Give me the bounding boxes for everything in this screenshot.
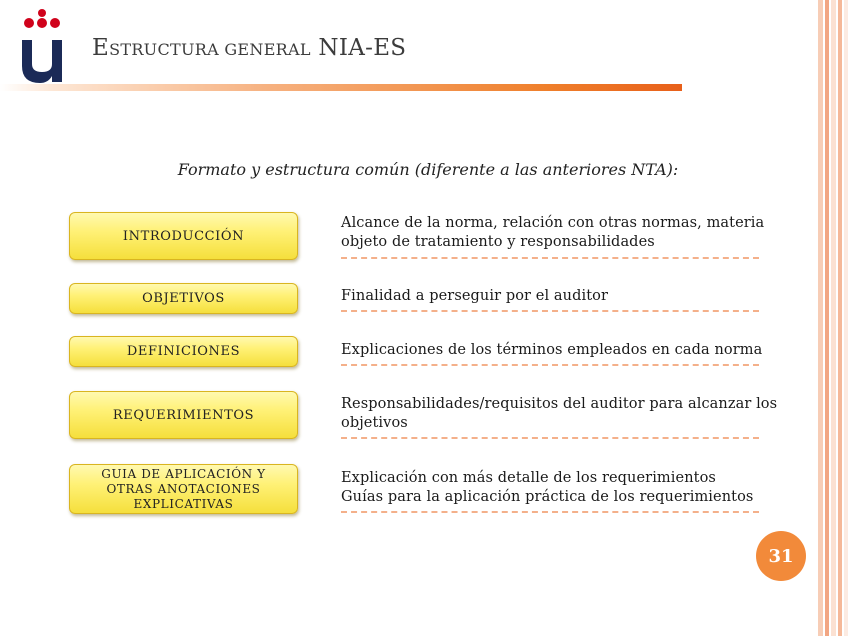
description-line: Alcance de la norma, relación con otras normas, materia	[341, 215, 765, 231]
description-line: Finalidad a perseguir por el auditor	[341, 288, 609, 304]
section-box-introduccion: INTRODUCCIÓN	[69, 212, 298, 260]
page-number-badge: 31	[756, 531, 806, 581]
description-requerimientos	[341, 395, 791, 433]
dashed-divider	[341, 310, 759, 312]
dashed-divider	[341, 257, 759, 259]
dashed-divider	[341, 364, 759, 366]
decor-stripe	[825, 0, 829, 636]
description-line: Guías para la aplicación práctica de los requerimientos	[341, 489, 754, 505]
description-line: Explicación con más detalle de los requerimientos	[341, 470, 716, 486]
university-logo-icon	[18, 8, 66, 84]
decor-stripe	[831, 0, 836, 636]
description-line: objetivos	[341, 415, 408, 431]
description-definiciones	[341, 341, 791, 360]
description-line: objeto de tratamiento y responsabilidades	[341, 234, 655, 250]
section-box-line: GUIA DE APLICACIÓN Y	[101, 466, 266, 481]
description-introduccion	[341, 214, 791, 252]
dashed-divider	[341, 511, 759, 513]
description-line: Explicaciones de los términos empleados en cada norma	[341, 342, 763, 358]
section-box-line: EXPLICATIVAS	[133, 496, 234, 511]
decor-stripe	[818, 0, 823, 636]
section-box-guia-aplicacion	[69, 464, 298, 514]
slide-subtitle: Formato y estructura común (diferente a las anteriores NTA):	[177, 160, 679, 179]
section-box-definiciones: DEFINICIONES	[69, 336, 298, 367]
description-guia-aplicacion	[341, 469, 791, 507]
description-objetivos	[341, 287, 791, 306]
slide-title: ESTRUCTURA GENERAL NIA-ES	[92, 35, 407, 61]
dashed-divider	[341, 437, 759, 439]
section-box-requerimientos: REQUERIMIENTOS	[69, 391, 298, 439]
decor-stripe	[844, 0, 848, 636]
decor-stripe	[838, 0, 842, 636]
section-box-objetivos: OBJETIVOS	[69, 283, 298, 314]
description-line: Responsabilidades/requisitos del auditor para alcanzar los	[341, 396, 778, 412]
title-underline-bar	[0, 84, 682, 91]
section-box-line: OTRAS ANOTACIONES	[106, 481, 261, 496]
